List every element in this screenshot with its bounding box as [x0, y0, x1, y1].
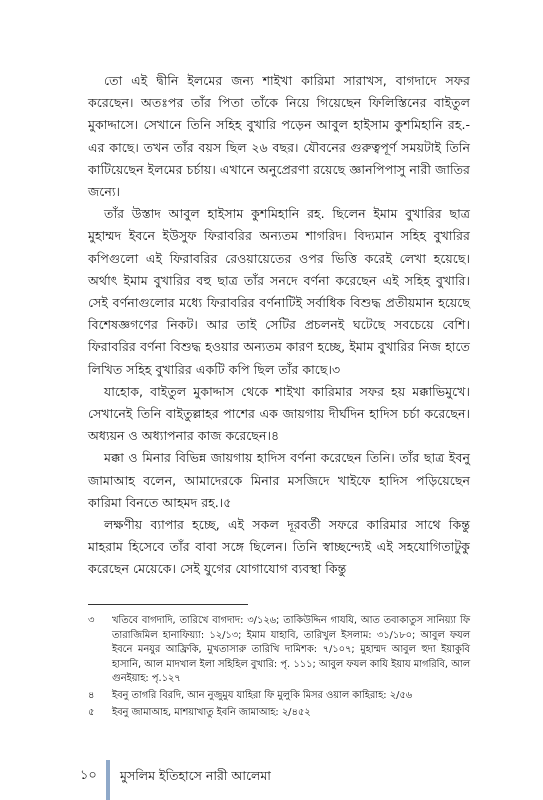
footnote-item	[88, 689, 470, 704]
footnotes	[88, 614, 470, 722]
paragraph-4: মক্কা ও মিনার বিভিন্ন জায়গায় হাদিস বর্ণনা করেছেন তিনি। তাঁর ছাত্র ইবনু জামাআহ বলেন, আমাদেরকে মিনার মসজিদে খাইফে হাদিস পড়িয়েছেন কারিমা বিনতে আহমদ রহ.।৫	[88, 450, 470, 510]
footnote-text: খতিবে বাগদাদি, তারিখে বাগদাদ: ৩/১২৬; তাকিউদ্দিন গাযযি, আত তবাকাতুস সানিয়্যা ফি তারাজিমিল হানাফিয়্যা: ১২/১৩; ইমাম যাহাবি, তারিখুল ইসলাম: ৩১/১৮০; আবুল ফযল ইবনে মনযুর আফ্রিকি, মুখতাসারু তারিখি দামিশক: ৭/১০৭; মুহাম্মদ আবুল হুদা ইয়াকুবি হাসানি, আল মাদখাল ইলা সহিহিল বুখারি: পৃ. ১১১; আবুল ফযল কাযি ইয়ায মাগরিবি, আল গুনইয়াহ: পৃ.১২৭	[112, 615, 470, 685]
page-number: ১০	[80, 768, 97, 783]
page-footer	[80, 760, 271, 800]
footnote-item	[88, 614, 470, 687]
footer-accent-bar	[106, 760, 110, 800]
footnote-number: ৩	[88, 615, 95, 626]
running-title: মুসলিম ইতিহাসে নারী আলেমা	[120, 768, 271, 783]
paragraph-5: লক্ষণীয় ব্যাপার হচ্ছে, এই সকল দূরবর্তী সফরে কারিমার সাথে কিন্তু মাহরাম হিসেবে তাঁর বাবা সঙ্গে ছিলেন। তিনি স্বাচ্ছন্দ্যেই এই সহযোগিতাটুকু করেছেন মেয়েকে। সেই যুগের যোগাযোগ ব্যবস্থা কিন্তু	[88, 517, 470, 577]
paragraph-1: তো এই দ্বীনি ইলমের জন্য শাইখা কারিমা সারাখস, বাগদাদে সফর করেছেন। অতঃপর তাঁর পিতা তাঁকে নিয়ে গিয়েছেন ফিলিস্তিনের বাইতুল মুকাদ্দাসে। সেখানে তিনি সহিহ বুখারি পড়েন আবুল হাইসাম কুশমিহানি রহ.-এর কাছে। তখন তাঁর বয়স ছিল ২৬ বছর। যৌবনের গুরুত্বপূর্ণ সময়টাই তিনি কাটিয়েছেন ইলমের চর্চায়। এখানে অনুপ্রেরণা রয়েছে জ্ঞানপিপাসু নারী জাতির জন্যে।	[88, 73, 470, 200]
footnote-text: ইবনু তাগরি বিরদি, আন নুজুমুয যাহিরা ফি মুলুকি মিসর ওয়াল কাহিরাহ: ২/৫৬	[112, 689, 413, 701]
footnote-number: ৪	[88, 689, 95, 701]
paragraph-2: তাঁর উস্তাদ আবুল হাইসাম কুশমিহানি রহ. ছিলেন ইমাম বুখারির ছাত্র মুহাম্মদ ইবনে ইউসুফ ফিরাবরির অন্যতম শাগরিদ। বিদ্যমান সহিহ বুখারির কপিগুলো এই ফিরাবরির রেওয়ায়েতের ওপর ভিত্তি করেই লেখা হয়েছে। অর্থাৎ ইমাম বুখারির বহু ছাত্র তাঁর সনদে বর্ণনা করেছেন এই সহিহ বুখারি। সেই বর্ণনাগুলোর মধ্যে ফিরাবরির বর্ণনাটিই সর্বাধিক বিশুদ্ধ প্রতীয়মান হয়েছে বিশেষজ্ঞগণের নিকট। আর তাই সেটির প্রচলনই ঘটেছে সবচেয়ে বেশি। ফিরাবরির বর্ণনা বিশুদ্ধ হওয়ার অন্যতম কারণ হচ্ছে, ইমাম বুখারির নিজ হাতে লিখিত সহিহ বুখারির একটি কপি ছিল তাঁর কাছে।৩	[88, 206, 470, 377]
footnote-number: ৫	[88, 706, 95, 718]
paragraph-3: যাহোক, বাইতুল মুকাদ্দাস থেকে শাইখা কারিমার সফর হয় মক্কাভিমুখে। সেখানেই তিনি বাইতুল্লাহর পাশের এক জায়গায় দীর্ঘদিন হাদিস চর্চা করেছেন। অধ্যয়ন ও অধ্যাপনার কাজ করেছেন।৪	[88, 383, 470, 444]
body-text	[88, 70, 470, 581]
footnote-item	[88, 706, 470, 721]
footnote-text: ইবনু জামাআহ, মাশয়াখাতু ইবনি জামাআহ: ২/৪৫২	[112, 706, 311, 718]
footnote-divider	[88, 604, 248, 605]
